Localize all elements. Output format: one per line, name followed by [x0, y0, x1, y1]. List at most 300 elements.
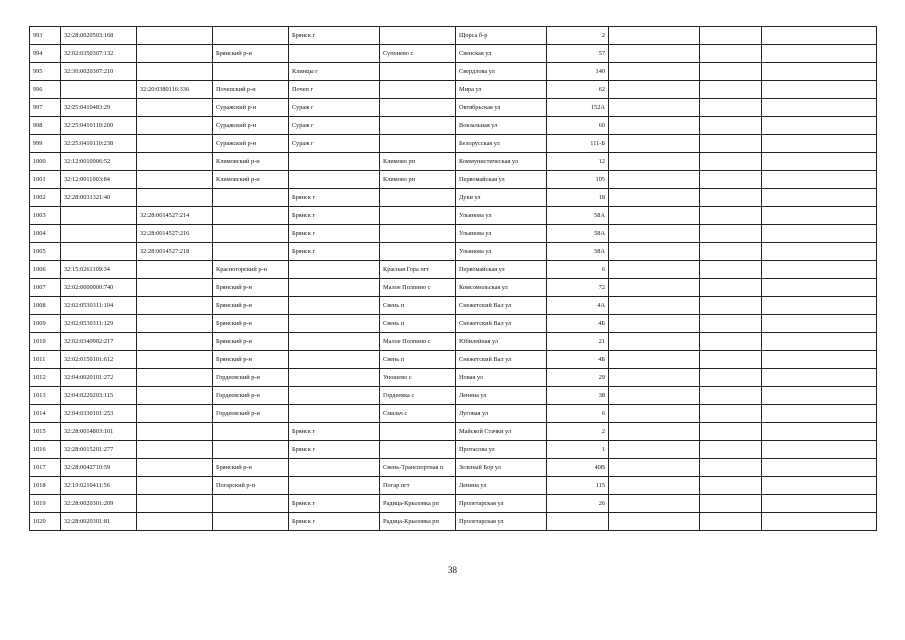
cell-extra-1 [609, 99, 700, 117]
cell-extra-1 [609, 351, 700, 369]
cell-extra-3 [762, 441, 877, 459]
cell-street: Щорса б-р [456, 27, 547, 45]
cell-house-number: 4Б [547, 351, 609, 369]
cell-prev-cadastral-number [137, 171, 213, 189]
cell-extra-3 [762, 45, 877, 63]
cell-house-number: 6 [547, 261, 609, 279]
cell-house-number: 18 [547, 189, 609, 207]
cell-street: Комсомольская ул [456, 279, 547, 297]
cell-extra-1 [609, 369, 700, 387]
cell-extra-1 [609, 333, 700, 351]
cell-district [213, 513, 289, 531]
cell-cadastral-number: 32:02:0530311:129 [61, 315, 137, 333]
cell-settlement: Климово рп [380, 171, 456, 189]
cell-extra-3 [762, 63, 877, 81]
cell-settlement: Уношево с [380, 369, 456, 387]
cell-house-number: 21 [547, 333, 609, 351]
cell-row-number: 1011 [30, 351, 61, 369]
cell-extra-2 [700, 279, 762, 297]
cell-prev-cadastral-number [137, 333, 213, 351]
cell-house-number: 12 [547, 153, 609, 171]
cell-extra-2 [700, 261, 762, 279]
cell-district [213, 243, 289, 261]
cell-extra-1 [609, 189, 700, 207]
cell-extra-2 [700, 27, 762, 45]
cell-extra-2 [700, 333, 762, 351]
table-row [30, 405, 877, 423]
cell-extra-3 [762, 279, 877, 297]
cell-district [213, 207, 289, 225]
cell-city: Брянск г [289, 189, 380, 207]
cell-street: Снежетский Вал ул [456, 315, 547, 333]
cell-city: Брянск г [289, 441, 380, 459]
table-row [30, 369, 877, 387]
cell-extra-1 [609, 207, 700, 225]
cell-settlement [380, 27, 456, 45]
cell-extra-1 [609, 297, 700, 315]
cell-prev-cadastral-number [137, 297, 213, 315]
cell-street: Луговая ул [456, 405, 547, 423]
cell-district: Гордеевский р-н [213, 405, 289, 423]
cell-extra-3 [762, 153, 877, 171]
table-row [30, 387, 877, 405]
cell-cadastral-number: 32:02:0340902:217 [61, 333, 137, 351]
cell-city [289, 261, 380, 279]
cell-extra-1 [609, 27, 700, 45]
cell-extra-1 [609, 441, 700, 459]
cell-row-number: 994 [30, 45, 61, 63]
cell-extra-1 [609, 153, 700, 171]
cell-prev-cadastral-number [137, 189, 213, 207]
cell-extra-2 [700, 297, 762, 315]
cell-street: Свердлова ул [456, 63, 547, 81]
cell-extra-3 [762, 243, 877, 261]
cell-settlement [380, 117, 456, 135]
cell-extra-1 [609, 513, 700, 531]
cell-district: Красногорский р-н [213, 261, 289, 279]
cell-street: Свенская ул [456, 45, 547, 63]
table-row [30, 117, 877, 135]
table-row [30, 297, 877, 315]
cell-house-number: 4А [547, 297, 609, 315]
cell-cadastral-number [61, 81, 137, 99]
cell-row-number: 996 [30, 81, 61, 99]
cell-house-number: 105 [547, 171, 609, 189]
page-number: 38 [448, 565, 457, 575]
cell-extra-3 [762, 225, 877, 243]
cell-cadastral-number: 32:28:0014803:101 [61, 423, 137, 441]
cell-house-number: 29 [547, 369, 609, 387]
cell-extra-3 [762, 459, 877, 477]
cell-row-number: 1009 [30, 315, 61, 333]
cell-settlement: Радица-Крыловка рп [380, 513, 456, 531]
cell-street: Пролетарская ул [456, 513, 547, 531]
cell-cadastral-number: 32:25:0410483:29 [61, 99, 137, 117]
cell-city [289, 387, 380, 405]
cell-cadastral-number: 32:28:0015201:277 [61, 441, 137, 459]
table-row [30, 189, 877, 207]
cell-district: Климовский р-н [213, 171, 289, 189]
cell-street: Протасова ул [456, 441, 547, 459]
cell-extra-3 [762, 117, 877, 135]
cell-house-number: 72 [547, 279, 609, 297]
cell-city [289, 405, 380, 423]
cell-settlement: Свень п [380, 351, 456, 369]
cell-extra-2 [700, 459, 762, 477]
cell-house-number: 4Б [547, 315, 609, 333]
cell-house-number: 111-Б [547, 135, 609, 153]
cell-cadastral-number: 32:02:0150101:612 [61, 351, 137, 369]
cell-street: Юбилейная ул [456, 333, 547, 351]
cell-settlement: Радица-Крыловка рп [380, 495, 456, 513]
table-row [30, 495, 877, 513]
registry-table [29, 26, 877, 531]
cell-extra-3 [762, 351, 877, 369]
cell-extra-2 [700, 45, 762, 63]
cell-cadastral-number [61, 207, 137, 225]
cell-district [213, 441, 289, 459]
cell-prev-cadastral-number [137, 459, 213, 477]
cell-city [289, 459, 380, 477]
cell-row-number: 998 [30, 117, 61, 135]
cell-street: Пролетарская ул [456, 495, 547, 513]
table-row [30, 261, 877, 279]
cell-house-number: 57 [547, 45, 609, 63]
cell-district: Гордеевский р-н [213, 387, 289, 405]
table-row [30, 423, 877, 441]
cell-row-number: 1000 [30, 153, 61, 171]
cell-row-number: 1019 [30, 495, 61, 513]
cell-city: Брянск г [289, 513, 380, 531]
cell-extra-2 [700, 225, 762, 243]
cell-street: Первомайская ул [456, 171, 547, 189]
cell-settlement: Климово рп [380, 153, 456, 171]
table-row [30, 63, 877, 81]
cell-prev-cadastral-number [137, 405, 213, 423]
cell-cadastral-number: 32:19:0210411:56 [61, 477, 137, 495]
cell-settlement: Свень п [380, 297, 456, 315]
cell-cadastral-number: 32:02:0000000:740 [61, 279, 137, 297]
cell-cadastral-number: 32:15:0261109:34 [61, 261, 137, 279]
cell-row-number: 1006 [30, 261, 61, 279]
cell-prev-cadastral-number [137, 135, 213, 153]
cell-street: Ленина ул [456, 477, 547, 495]
table-row [30, 513, 877, 531]
cell-street: Снежетский Вал ул [456, 297, 547, 315]
cell-house-number: 140 [547, 63, 609, 81]
cell-extra-1 [609, 405, 700, 423]
cell-prev-cadastral-number [137, 315, 213, 333]
cell-cadastral-number: 32:12:0011003:84 [61, 171, 137, 189]
cell-city [289, 315, 380, 333]
cell-extra-2 [700, 81, 762, 99]
cell-row-number: 1004 [30, 225, 61, 243]
cell-settlement: Смяльч с [380, 405, 456, 423]
cell-street: Вокзальная ул [456, 117, 547, 135]
cell-prev-cadastral-number [137, 423, 213, 441]
cell-row-number: 997 [30, 99, 61, 117]
table-row [30, 207, 877, 225]
cell-row-number: 1001 [30, 171, 61, 189]
cell-row-number: 1003 [30, 207, 61, 225]
cell-prev-cadastral-number [137, 495, 213, 513]
cell-district: Брянский р-н [213, 315, 289, 333]
cell-extra-2 [700, 351, 762, 369]
cell-row-number: 1014 [30, 405, 61, 423]
table-row [30, 351, 877, 369]
table-row [30, 135, 877, 153]
cell-house-number: 1 [547, 441, 609, 459]
cell-city: Брянск г [289, 27, 380, 45]
cell-district: Гордеевский р-н [213, 369, 289, 387]
table-row [30, 441, 877, 459]
cell-city [289, 171, 380, 189]
cell-row-number: 1007 [30, 279, 61, 297]
cell-prev-cadastral-number: 32:20:0380116:336 [137, 81, 213, 99]
cell-extra-1 [609, 171, 700, 189]
cell-settlement [380, 441, 456, 459]
cell-row-number: 1015 [30, 423, 61, 441]
cell-street: Ульянова ул [456, 225, 547, 243]
cell-settlement: Супонево с [380, 45, 456, 63]
cell-extra-2 [700, 495, 762, 513]
cell-row-number: 1018 [30, 477, 61, 495]
cell-extra-2 [700, 315, 762, 333]
cell-settlement: Погар пгт [380, 477, 456, 495]
table-row [30, 171, 877, 189]
cell-city [289, 333, 380, 351]
cell-house-number [547, 513, 609, 531]
cell-extra-2 [700, 63, 762, 81]
cell-street: Зеленый Бор ул [456, 459, 547, 477]
cell-extra-2 [700, 117, 762, 135]
cell-extra-3 [762, 423, 877, 441]
cell-extra-1 [609, 279, 700, 297]
cell-district [213, 63, 289, 81]
cell-row-number: 1013 [30, 387, 61, 405]
cell-row-number: 999 [30, 135, 61, 153]
cell-cadastral-number: 32:04:0330101:253 [61, 405, 137, 423]
cell-city: Сураж г [289, 99, 380, 117]
cell-extra-2 [700, 477, 762, 495]
cell-extra-2 [700, 387, 762, 405]
cell-settlement: Малое Полпино с [380, 279, 456, 297]
cell-extra-3 [762, 405, 877, 423]
cell-district [213, 27, 289, 45]
cell-prev-cadastral-number: 32:28:0014527:214 [137, 207, 213, 225]
cell-cadastral-number: 32:04:0220203:115 [61, 387, 137, 405]
cell-settlement [380, 99, 456, 117]
cell-row-number: 1020 [30, 513, 61, 531]
cell-house-number: 58А [547, 207, 609, 225]
cell-extra-3 [762, 261, 877, 279]
cell-city: Брянск г [289, 423, 380, 441]
cell-city [289, 477, 380, 495]
cell-extra-3 [762, 333, 877, 351]
cell-district: Суражский р-н [213, 117, 289, 135]
table-row [30, 153, 877, 171]
cell-cadastral-number: 32:25:0410110:200 [61, 117, 137, 135]
cell-cadastral-number: 32:30:0020307:210 [61, 63, 137, 81]
cell-cadastral-number: 32:28:0042710:59 [61, 459, 137, 477]
cell-city: Клинцы г [289, 63, 380, 81]
cell-city [289, 297, 380, 315]
cell-prev-cadastral-number [137, 27, 213, 45]
cell-prev-cadastral-number [137, 441, 213, 459]
cell-extra-3 [762, 495, 877, 513]
cell-extra-3 [762, 135, 877, 153]
cell-settlement [380, 423, 456, 441]
cell-row-number: 993 [30, 27, 61, 45]
cell-street: Новая ул [456, 369, 547, 387]
cell-city [289, 351, 380, 369]
table-row [30, 315, 877, 333]
table-row [30, 477, 877, 495]
cell-house-number: 26 [547, 495, 609, 513]
cell-district: Брянский р-н [213, 351, 289, 369]
table-row [30, 27, 877, 45]
cell-cadastral-number: 32:28:0031321:40 [61, 189, 137, 207]
cell-settlement [380, 81, 456, 99]
cell-district [213, 225, 289, 243]
cell-settlement: Гордеевка с [380, 387, 456, 405]
cell-extra-3 [762, 189, 877, 207]
cell-district [213, 495, 289, 513]
table-row [30, 45, 877, 63]
cell-row-number: 1017 [30, 459, 61, 477]
cell-settlement [380, 135, 456, 153]
cell-house-number: 62 [547, 81, 609, 99]
cell-extra-3 [762, 27, 877, 45]
cell-extra-2 [700, 513, 762, 531]
cell-row-number: 1005 [30, 243, 61, 261]
cell-extra-1 [609, 315, 700, 333]
table-row [30, 459, 877, 477]
cell-extra-1 [609, 117, 700, 135]
cell-house-number: 152А [547, 99, 609, 117]
cell-city [289, 369, 380, 387]
cell-cadastral-number: 32:04:0020101:272 [61, 369, 137, 387]
table-row [30, 333, 877, 351]
cell-extra-3 [762, 369, 877, 387]
cell-extra-3 [762, 207, 877, 225]
cell-city [289, 279, 380, 297]
cell-district: Погарский р-н [213, 477, 289, 495]
cell-extra-2 [700, 369, 762, 387]
cell-district [213, 189, 289, 207]
cell-district: Суражский р-н [213, 99, 289, 117]
cell-district: Климовский р-н [213, 153, 289, 171]
cell-street: Белорусская ул [456, 135, 547, 153]
cell-prev-cadastral-number [137, 261, 213, 279]
cell-extra-1 [609, 225, 700, 243]
cell-house-number: 38 [547, 387, 609, 405]
table-row [30, 225, 877, 243]
cell-street: Коммунистическая ул [456, 153, 547, 171]
cell-house-number: 58А [547, 243, 609, 261]
cell-house-number: 2 [547, 27, 609, 45]
cell-prev-cadastral-number [137, 99, 213, 117]
cell-district: Брянский р-н [213, 459, 289, 477]
cell-city [289, 153, 380, 171]
cell-cadastral-number [61, 243, 137, 261]
cell-city: Брянск г [289, 495, 380, 513]
cell-prev-cadastral-number [137, 153, 213, 171]
cell-prev-cadastral-number: 32:28:0014527:216 [137, 225, 213, 243]
cell-city: Почеп г [289, 81, 380, 99]
cell-extra-1 [609, 135, 700, 153]
cell-house-number: 115 [547, 477, 609, 495]
cell-prev-cadastral-number [137, 387, 213, 405]
cell-row-number: 1008 [30, 297, 61, 315]
cell-house-number: 58А [547, 225, 609, 243]
cell-row-number: 1002 [30, 189, 61, 207]
cell-city: Брянск г [289, 225, 380, 243]
cell-street: Дуки ул [456, 189, 547, 207]
cell-extra-3 [762, 387, 877, 405]
cell-extra-3 [762, 477, 877, 495]
cell-extra-1 [609, 495, 700, 513]
cell-prev-cadastral-number [137, 477, 213, 495]
cell-cadastral-number: 32:28:0020503:168 [61, 27, 137, 45]
cell-street: Ленина ул [456, 387, 547, 405]
cell-house-number: 2 [547, 423, 609, 441]
table-row [30, 279, 877, 297]
cell-extra-1 [609, 477, 700, 495]
cell-extra-2 [700, 243, 762, 261]
table-row [30, 243, 877, 261]
cell-row-number: 1016 [30, 441, 61, 459]
cell-house-number: 40В [547, 459, 609, 477]
cell-street: Снежетский Вал ул [456, 351, 547, 369]
cell-extra-2 [700, 441, 762, 459]
cell-extra-1 [609, 261, 700, 279]
table-row [30, 81, 877, 99]
cell-city: Брянск г [289, 243, 380, 261]
cell-house-number: 60 [547, 117, 609, 135]
cell-settlement: Малое Полпино с [380, 333, 456, 351]
cell-extra-3 [762, 81, 877, 99]
cell-house-number: 6 [547, 405, 609, 423]
cell-extra-1 [609, 45, 700, 63]
cell-city: Сураж г [289, 135, 380, 153]
cell-row-number: 1010 [30, 333, 61, 351]
cell-settlement [380, 243, 456, 261]
cell-extra-1 [609, 459, 700, 477]
cell-extra-3 [762, 297, 877, 315]
cell-extra-1 [609, 243, 700, 261]
cell-city [289, 45, 380, 63]
cell-extra-1 [609, 63, 700, 81]
cell-prev-cadastral-number [137, 351, 213, 369]
cell-extra-3 [762, 99, 877, 117]
cell-cadastral-number [61, 225, 137, 243]
cell-extra-3 [762, 315, 877, 333]
cell-district: Почепский р-н [213, 81, 289, 99]
cell-settlement [380, 207, 456, 225]
cell-prev-cadastral-number [137, 513, 213, 531]
cell-row-number: 1012 [30, 369, 61, 387]
cell-prev-cadastral-number [137, 117, 213, 135]
cell-prev-cadastral-number: 32:28:0014527:218 [137, 243, 213, 261]
cell-cadastral-number: 32:02:0350307:132 [61, 45, 137, 63]
cell-settlement: Красная Гора пгт [380, 261, 456, 279]
cell-extra-3 [762, 171, 877, 189]
cell-street: Октябрьская ул [456, 99, 547, 117]
cell-prev-cadastral-number [137, 63, 213, 81]
cell-settlement [380, 63, 456, 81]
cell-extra-2 [700, 99, 762, 117]
